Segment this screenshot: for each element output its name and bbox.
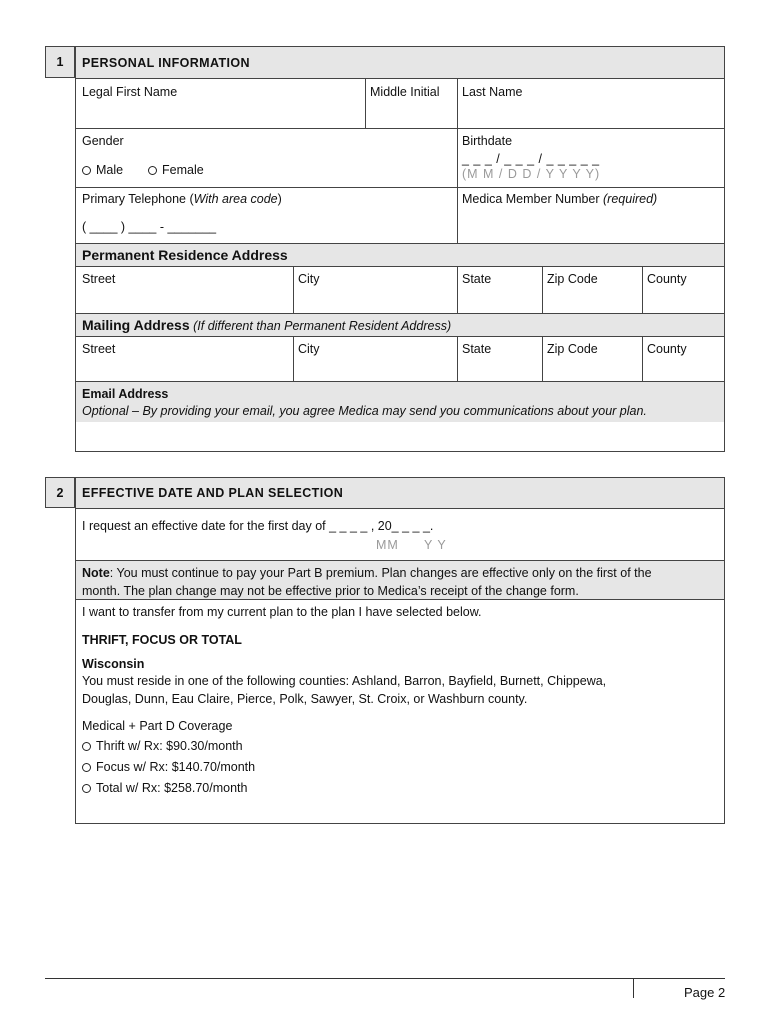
total-label: Total w/ Rx: $258.70/month [96, 781, 248, 795]
section-1-header [76, 47, 724, 79]
year-hint: Y Y [424, 538, 447, 552]
total-radio[interactable] [82, 784, 91, 793]
female-radio[interactable] [148, 166, 157, 175]
mailing-address-note: (If different than Permanent Resident Address) [193, 319, 452, 333]
section-1-number-text: 1 [56, 55, 64, 69]
reside-line-1: You must reside in one of the following counties: Ashland, Barron, Bayfield, Burnett, Chippewa, [82, 674, 607, 688]
section-2-form [75, 477, 725, 824]
female-label: Female [162, 163, 204, 177]
section-1-form [75, 46, 725, 452]
plan-option-total[interactable] [82, 781, 247, 795]
section-2-header [76, 478, 724, 509]
perm-county-label: County [647, 272, 687, 286]
mail-city-label: City [298, 342, 320, 356]
plan-option-thrift[interactable] [82, 739, 243, 753]
thrift-label: Thrift w/ Rx: $90.30/month [96, 739, 243, 753]
perm-city-label: City [298, 272, 320, 286]
plan-group-heading: THRIFT, FOCUS OR TOTAL [82, 633, 242, 647]
male-option[interactable] [82, 163, 123, 177]
state-heading: Wisconsin [82, 657, 145, 671]
mailing-address-title: Mailing Address [82, 317, 190, 333]
effective-date-request[interactable]: I request an effective date for the first day of _ _ _ _ , 20_ _ _ _. [82, 519, 434, 533]
focus-radio[interactable] [82, 763, 91, 772]
phone-label-italic: With area code [193, 192, 278, 206]
section-2-number [45, 477, 75, 508]
page-number: Page 2 [684, 985, 726, 1000]
member-label-text: Medica Member Number [462, 192, 604, 206]
footer-divider [633, 978, 634, 998]
section-2-title: EFFECTIVE DATE AND PLAN SELECTION [82, 486, 344, 500]
section-1-number [45, 46, 75, 78]
member-label-italic: (required) [603, 192, 658, 206]
phone-label-end: ) [277, 192, 282, 206]
mail-zip-label: Zip Code [547, 342, 598, 356]
mail-county-label: County [647, 342, 687, 356]
note-line-1 [82, 566, 652, 580]
plan-option-focus[interactable] [82, 760, 255, 774]
male-radio[interactable] [82, 166, 91, 175]
gender-label: Gender [82, 134, 124, 148]
phone-field[interactable]: ( ____ ) ____ - _______ [82, 220, 217, 234]
section-1-title: PERSONAL INFORMATION [82, 55, 250, 70]
birthdate-label: Birthdate [462, 134, 513, 148]
note-line-2: month. The plan change may not be effective prior to Medica’s receipt of the change form. [82, 584, 579, 598]
month-hint: MM [376, 538, 399, 552]
male-label: Male [96, 163, 124, 177]
mail-state-label: State [462, 342, 492, 356]
transfer-text: I want to transfer from my current plan to the plan I have selected below. [82, 605, 482, 619]
middle-initial-label: Middle Initial [370, 85, 440, 99]
perm-state-label: State [462, 272, 492, 286]
email-note: Optional – By providing your email, you agree Medica may send you communications about your plan. [82, 404, 647, 418]
mail-street-label: Street [82, 342, 116, 356]
mailing-address-heading [82, 317, 451, 333]
female-option[interactable] [148, 163, 204, 177]
permanent-address-heading: Permanent Residence Address [82, 247, 288, 263]
focus-label: Focus w/ Rx: $140.70/month [96, 760, 256, 774]
last-name-label: Last Name [462, 85, 523, 99]
coverage-label: Medical + Part D Coverage [82, 719, 233, 733]
perm-street-label: Street [82, 272, 116, 286]
member-number-label [462, 192, 657, 206]
phone-label [82, 192, 282, 206]
note-label: Note [82, 566, 110, 580]
thrift-radio[interactable] [82, 742, 91, 751]
birthdate-format: (M M / D D / Y Y Y Y) [462, 167, 601, 181]
phone-label-text: Primary Telephone ( [82, 192, 194, 206]
perm-zip-label: Zip Code [547, 272, 598, 286]
first-name-label: Legal First Name [82, 85, 178, 99]
email-label: Email Address [82, 387, 169, 401]
reside-line-2: Douglas, Dunn, Eau Claire, Pierce, Polk, Sawyer, St. Croix, or Washburn county. [82, 692, 528, 706]
note-text-1: : You must continue to pay your Part B premium. Plan changes are effective only on the first of the [109, 566, 652, 580]
section-2-number-text: 2 [56, 485, 64, 500]
birthdate-field[interactable]: _ _ _ / _ _ _ / _ _ _ _ _ [462, 152, 600, 166]
footer-rule [45, 978, 725, 979]
